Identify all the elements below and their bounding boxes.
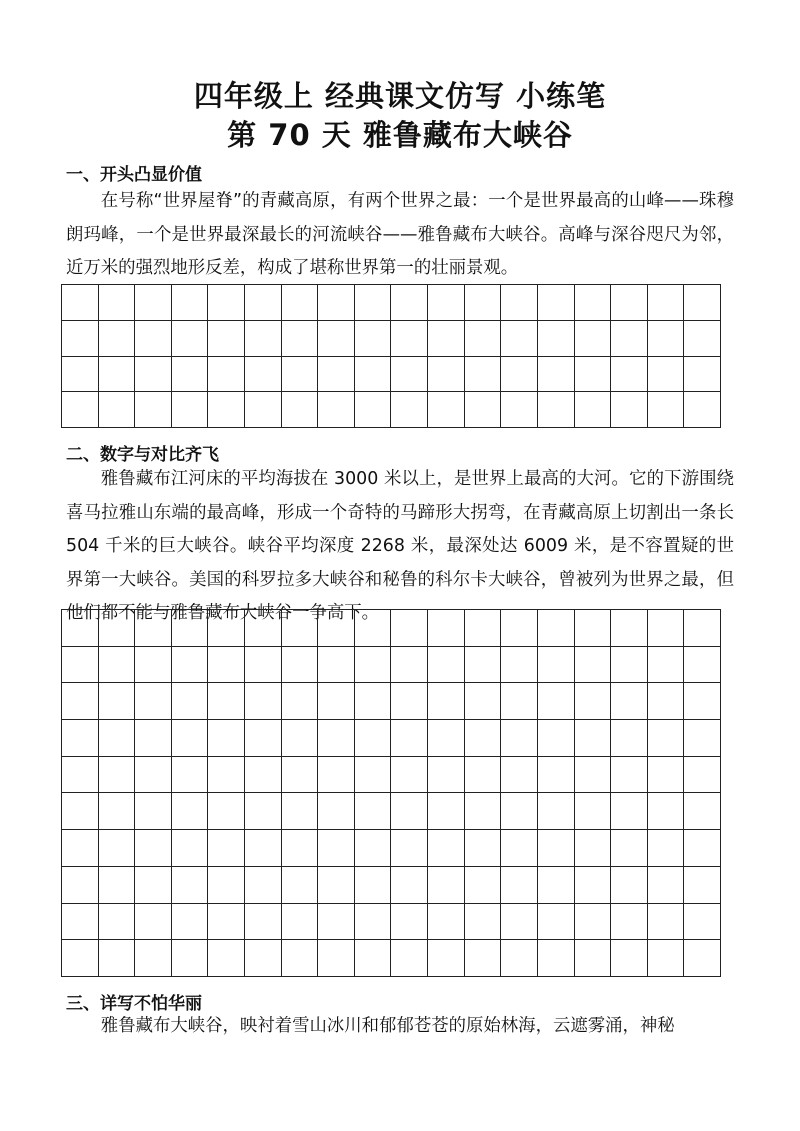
grid-cell[interactable] [245, 647, 282, 684]
grid-cell[interactable] [465, 321, 502, 357]
grid-cell[interactable] [135, 867, 172, 904]
grid-cell[interactable] [99, 867, 136, 904]
grid-cell[interactable] [465, 793, 502, 830]
grid-cell[interactable] [575, 647, 612, 684]
grid-cell[interactable] [318, 683, 355, 720]
grid-cell[interactable] [172, 904, 209, 941]
grid-cell[interactable] [318, 830, 355, 867]
grid-cell[interactable] [501, 392, 538, 428]
grid-cell[interactable] [465, 285, 502, 321]
grid-cell[interactable] [282, 610, 319, 647]
grid-cell[interactable] [318, 904, 355, 941]
grid-cell[interactable] [355, 757, 392, 794]
grid-cell[interactable] [318, 793, 355, 830]
grid-cell[interactable] [318, 610, 355, 647]
grid-cell[interactable] [245, 757, 282, 794]
grid-cell[interactable] [538, 940, 575, 977]
grid-cell[interactable] [538, 357, 575, 393]
grid-cell[interactable] [355, 904, 392, 941]
grid-cell[interactable] [282, 904, 319, 941]
grid-cell[interactable] [501, 321, 538, 357]
grid-cell[interactable] [135, 904, 172, 941]
grid-cell[interactable] [501, 610, 538, 647]
grid-cell[interactable] [208, 683, 245, 720]
grid-cell[interactable] [245, 867, 282, 904]
section-heading-2: 二、数字与对比齐飞 [66, 445, 219, 465]
grid-cell[interactable] [99, 830, 136, 867]
grid-cell[interactable] [135, 720, 172, 757]
grid-cell[interactable] [648, 867, 685, 904]
grid-cell[interactable] [208, 357, 245, 393]
grid-cell[interactable] [391, 867, 428, 904]
grid-cell[interactable] [391, 683, 428, 720]
grid-cell[interactable] [465, 830, 502, 867]
grid-cell[interactable] [282, 940, 319, 977]
grid-cell[interactable] [391, 321, 428, 357]
grid-cell[interactable] [575, 940, 612, 977]
grid-cell[interactable] [355, 392, 392, 428]
grid-cell[interactable] [208, 867, 245, 904]
grid-cell[interactable] [465, 720, 502, 757]
grid-cell[interactable] [245, 357, 282, 393]
grid-cell[interactable] [318, 720, 355, 757]
grid-cell[interactable] [391, 793, 428, 830]
grid-cell[interactable] [501, 867, 538, 904]
grid-cell[interactable] [428, 392, 465, 428]
grid-cell[interactable] [648, 757, 685, 794]
grid-cell[interactable] [575, 285, 612, 321]
grid-cell[interactable] [391, 392, 428, 428]
grid-cell[interactable] [245, 392, 282, 428]
grid-cell[interactable] [391, 720, 428, 757]
grid-cell[interactable] [611, 357, 648, 393]
grid-cell[interactable] [172, 757, 209, 794]
grid-cell[interactable] [245, 904, 282, 941]
grid-cell[interactable] [135, 683, 172, 720]
writing-grid-1[interactable] [61, 284, 721, 428]
grid-cell[interactable] [648, 793, 685, 830]
grid-cell[interactable] [391, 285, 428, 321]
grid-cell[interactable] [611, 720, 648, 757]
grid-cell[interactable] [355, 285, 392, 321]
grid-cell[interactable] [684, 647, 721, 684]
grid-cell[interactable] [648, 357, 685, 393]
grid-cell[interactable] [99, 610, 136, 647]
grid-cell[interactable] [282, 757, 319, 794]
grid-cell[interactable] [318, 757, 355, 794]
grid-cell[interactable] [135, 793, 172, 830]
grid-cell[interactable] [501, 830, 538, 867]
grid-cell[interactable] [208, 321, 245, 357]
grid-cell[interactable] [172, 867, 209, 904]
grid-cell[interactable] [99, 757, 136, 794]
grid-cell[interactable] [62, 647, 99, 684]
grid-cell[interactable] [99, 321, 136, 357]
grid-cell[interactable] [501, 904, 538, 941]
grid-cell[interactable] [355, 610, 392, 647]
grid-cell[interactable] [501, 757, 538, 794]
grid-cell[interactable] [611, 940, 648, 977]
grid-cell[interactable] [355, 830, 392, 867]
grid-cell[interactable] [648, 321, 685, 357]
grid-cell[interactable] [684, 830, 721, 867]
grid-cell[interactable] [99, 793, 136, 830]
grid-cell[interactable] [208, 392, 245, 428]
grid-cell[interactable] [62, 392, 99, 428]
grid-cell[interactable] [428, 321, 465, 357]
writing-grid-2[interactable] [61, 609, 721, 977]
grid-cell[interactable] [99, 940, 136, 977]
grid-cell[interactable] [391, 757, 428, 794]
grid-cell[interactable] [611, 830, 648, 867]
grid-cell[interactable] [684, 904, 721, 941]
grid-cell[interactable] [684, 793, 721, 830]
grid-cell[interactable] [648, 940, 685, 977]
grid-cell[interactable] [172, 357, 209, 393]
grid-cell[interactable] [684, 392, 721, 428]
grid-cell[interactable] [648, 830, 685, 867]
section-paragraph-1: 在号称“世界屋脊”的青藏高原，有两个世界之最：一个是世界最高的山峰——珠穆朗玛峰，一个是世界最深最长的河流峡谷——雅鲁藏布大峡谷。高峰与深谷咫尺为邻，近万米的强烈地形反差，构成了堪称世界第一的壮丽景观。 [66, 191, 734, 278]
grid-cell[interactable] [428, 867, 465, 904]
grid-cell[interactable] [611, 647, 648, 684]
grid-cell[interactable] [465, 392, 502, 428]
section-heading-1: 一、开头凸显价值 [66, 165, 202, 185]
grid-cell[interactable] [648, 720, 685, 757]
grid-cell[interactable] [391, 610, 428, 647]
grid-cell[interactable] [245, 610, 282, 647]
grid-cell[interactable] [428, 830, 465, 867]
grid-cell[interactable] [684, 357, 721, 393]
grid-cell[interactable] [465, 904, 502, 941]
grid-cell[interactable] [611, 285, 648, 321]
grid-cell[interactable] [575, 720, 612, 757]
grid-cell[interactable] [318, 321, 355, 357]
grid-cell[interactable] [99, 720, 136, 757]
grid-cell[interactable] [575, 610, 612, 647]
grid-cell[interactable] [208, 610, 245, 647]
grid-cell[interactable] [538, 683, 575, 720]
grid-cell[interactable] [428, 683, 465, 720]
grid-cell[interactable] [208, 647, 245, 684]
grid-cell[interactable] [684, 757, 721, 794]
grid-cell[interactable] [684, 285, 721, 321]
grid-cell[interactable] [135, 647, 172, 684]
grid-cell[interactable] [245, 720, 282, 757]
grid-cell[interactable] [282, 285, 319, 321]
grid-cell[interactable] [538, 392, 575, 428]
grid-cell[interactable] [648, 683, 685, 720]
grid-cell[interactable] [428, 757, 465, 794]
grid-cell[interactable] [355, 683, 392, 720]
grid-cell[interactable] [465, 867, 502, 904]
grid-cell[interactable] [501, 647, 538, 684]
grid-cell[interactable] [172, 683, 209, 720]
grid-cell[interactable] [62, 720, 99, 757]
grid-cell[interactable] [135, 757, 172, 794]
grid-cell[interactable] [465, 757, 502, 794]
grid-cell[interactable] [355, 940, 392, 977]
grid-cell[interactable] [611, 867, 648, 904]
grid-cell[interactable] [62, 830, 99, 867]
grid-cell[interactable] [245, 830, 282, 867]
page-title: 四年级上 经典课文仿写 小练笔 [193, 79, 607, 113]
grid-cell[interactable] [538, 647, 575, 684]
grid-cell[interactable] [99, 683, 136, 720]
grid-cell[interactable] [575, 757, 612, 794]
grid-cell[interactable] [538, 610, 575, 647]
grid-cell[interactable] [501, 720, 538, 757]
grid-cell[interactable] [62, 357, 99, 393]
grid-cell[interactable] [648, 647, 685, 684]
grid-cell[interactable] [428, 285, 465, 321]
grid-cell[interactable] [318, 867, 355, 904]
grid-cell[interactable] [575, 321, 612, 357]
grid-cell[interactable] [684, 720, 721, 757]
grid-cell[interactable] [575, 683, 612, 720]
section-heading-3: 三、详写不怕华丽 [66, 994, 202, 1014]
grid-cell[interactable] [684, 610, 721, 647]
grid-cell[interactable] [208, 940, 245, 977]
grid-cell[interactable] [355, 357, 392, 393]
grid-cell[interactable] [684, 867, 721, 904]
grid-cell[interactable] [575, 904, 612, 941]
grid-cell[interactable] [465, 683, 502, 720]
grid-cell[interactable] [611, 904, 648, 941]
grid-cell[interactable] [172, 392, 209, 428]
grid-cell[interactable] [62, 867, 99, 904]
grid-cell[interactable] [99, 647, 136, 684]
grid-cell[interactable] [355, 720, 392, 757]
grid-cell[interactable] [611, 610, 648, 647]
grid-cell[interactable] [62, 683, 99, 720]
grid-cell[interactable] [318, 392, 355, 428]
section-paragraph-2: 雅鲁藏布江河床的平均海拔在 3000 米以上，是世界上最高的大河。它的下游围绕喜马拉雅山东端的最高峰，形成一个奇特的马蹄形大拐弯，在青藏高原上切割出一条长 504 千米的巨大峡谷。峡谷平均深度 2268 米，最深处达 6009 米，是不容置疑的世界第一大峡谷。美国的科罗拉多大峡谷和秘鲁的科尔卡大峡谷，曾被列为世界之最，但他们都不能与雅鲁藏布大峡谷一争高下。 [66, 469, 734, 623]
grid-cell[interactable] [282, 357, 319, 393]
grid-cell[interactable] [282, 683, 319, 720]
grid-cell[interactable] [611, 683, 648, 720]
grid-cell[interactable] [172, 647, 209, 684]
grid-cell[interactable] [538, 285, 575, 321]
grid-cell[interactable] [208, 793, 245, 830]
grid-cell[interactable] [428, 793, 465, 830]
grid-cell[interactable] [611, 321, 648, 357]
grid-cell[interactable] [318, 940, 355, 977]
grid-cell[interactable] [282, 830, 319, 867]
grid-cell[interactable] [62, 793, 99, 830]
page-subtitle: 第 70 天 雅鲁藏布大峡谷 [227, 118, 573, 152]
grid-cell[interactable] [99, 285, 136, 321]
grid-cell[interactable] [62, 285, 99, 321]
grid-cell[interactable] [99, 392, 136, 428]
grid-cell[interactable] [501, 683, 538, 720]
grid-cell[interactable] [208, 720, 245, 757]
grid-cell[interactable] [245, 321, 282, 357]
grid-cell[interactable] [538, 321, 575, 357]
grid-cell[interactable] [282, 793, 319, 830]
grid-cell[interactable] [391, 830, 428, 867]
grid-cell[interactable] [172, 830, 209, 867]
grid-cell[interactable] [575, 793, 612, 830]
grid-cell[interactable] [501, 357, 538, 393]
grid-cell[interactable] [538, 867, 575, 904]
grid-cell[interactable] [391, 904, 428, 941]
grid-cell[interactable] [355, 647, 392, 684]
grid-cell[interactable] [135, 321, 172, 357]
grid-cell[interactable] [575, 830, 612, 867]
grid-cell[interactable] [538, 793, 575, 830]
grid-cell[interactable] [245, 940, 282, 977]
grid-cell[interactable] [172, 940, 209, 977]
grid-cell[interactable] [648, 285, 685, 321]
grid-cell[interactable] [135, 610, 172, 647]
grid-cell[interactable] [318, 357, 355, 393]
grid-cell[interactable] [538, 830, 575, 867]
grid-cell[interactable] [465, 940, 502, 977]
grid-cell[interactable] [355, 793, 392, 830]
grid-cell[interactable] [648, 904, 685, 941]
grid-cell[interactable] [465, 610, 502, 647]
grid-cell[interactable] [99, 357, 136, 393]
grid-cell[interactable] [135, 285, 172, 321]
grid-cell[interactable] [135, 357, 172, 393]
grid-cell[interactable] [501, 940, 538, 977]
grid-cell[interactable] [245, 683, 282, 720]
grid-cell[interactable] [172, 793, 209, 830]
grid-cell[interactable] [282, 867, 319, 904]
grid-cell[interactable] [172, 321, 209, 357]
grid-cell[interactable] [282, 647, 319, 684]
grid-cell[interactable] [465, 647, 502, 684]
grid-cell[interactable] [282, 720, 319, 757]
grid-cell[interactable] [684, 683, 721, 720]
grid-cell[interactable] [245, 285, 282, 321]
grid-cell[interactable] [208, 285, 245, 321]
grid-cell[interactable] [355, 867, 392, 904]
grid-cell[interactable] [99, 904, 136, 941]
grid-cell[interactable] [62, 940, 99, 977]
grid-cell[interactable] [391, 357, 428, 393]
grid-cell[interactable] [611, 793, 648, 830]
grid-cell[interactable] [172, 610, 209, 647]
grid-cell[interactable] [135, 830, 172, 867]
grid-cell[interactable] [282, 392, 319, 428]
grid-cell[interactable] [428, 904, 465, 941]
grid-cell[interactable] [684, 940, 721, 977]
grid-cell[interactable] [538, 720, 575, 757]
grid-cell[interactable] [575, 357, 612, 393]
grid-cell[interactable] [465, 357, 502, 393]
grid-cell[interactable] [282, 321, 319, 357]
grid-cell[interactable] [172, 285, 209, 321]
grid-cell[interactable] [62, 757, 99, 794]
grid-cell[interactable] [648, 610, 685, 647]
grid-cell[interactable] [611, 392, 648, 428]
grid-cell[interactable] [208, 757, 245, 794]
grid-cell[interactable] [391, 940, 428, 977]
grid-cell[interactable] [245, 793, 282, 830]
grid-cell[interactable] [318, 285, 355, 321]
grid-cell[interactable] [538, 757, 575, 794]
grid-cell[interactable] [501, 285, 538, 321]
grid-cell[interactable] [318, 647, 355, 684]
section-paragraph-3: 雅鲁藏布大峡谷，映衬着雪山冰川和郁郁苍苍的原始林海，云遮雾涌，神秘 [100, 1016, 675, 1036]
grid-cell[interactable] [575, 392, 612, 428]
grid-cell[interactable] [428, 357, 465, 393]
grid-cell[interactable] [611, 757, 648, 794]
grid-cell[interactable] [208, 830, 245, 867]
grid-cell[interactable] [355, 321, 392, 357]
grid-cell[interactable] [391, 647, 428, 684]
grid-cell[interactable] [428, 940, 465, 977]
grid-cell[interactable] [62, 904, 99, 941]
grid-cell[interactable] [208, 904, 245, 941]
grid-cell[interactable] [428, 720, 465, 757]
grid-cell[interactable] [428, 647, 465, 684]
grid-cell[interactable] [135, 392, 172, 428]
grid-cell[interactable] [648, 392, 685, 428]
grid-cell[interactable] [172, 720, 209, 757]
grid-cell[interactable] [135, 940, 172, 977]
grid-cell[interactable] [62, 321, 99, 357]
grid-cell[interactable] [684, 321, 721, 357]
grid-cell[interactable] [501, 793, 538, 830]
grid-cell[interactable] [575, 867, 612, 904]
grid-cell[interactable] [428, 610, 465, 647]
grid-cell[interactable] [62, 610, 99, 647]
grid-cell[interactable] [538, 904, 575, 941]
